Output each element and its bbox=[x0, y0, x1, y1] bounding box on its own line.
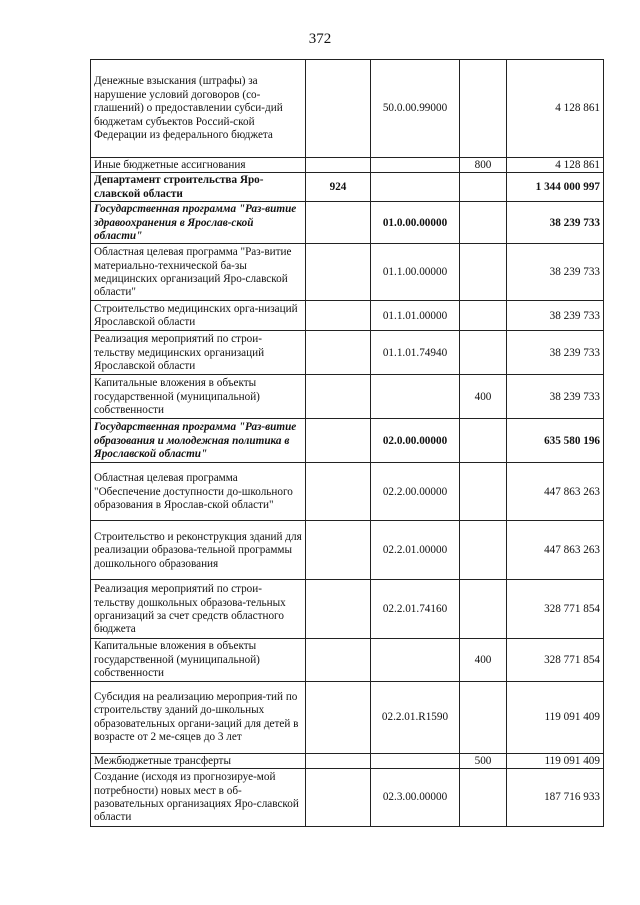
department-code-cell bbox=[306, 580, 371, 639]
table-row bbox=[91, 753, 604, 768]
item-name-cell: Строительство медицинских орга-низаций Ярославской области bbox=[91, 301, 306, 331]
table-row bbox=[91, 580, 604, 639]
item-name-cell: Государственная программа "Раз-витие образования и молодежная политика в Ярославской области" bbox=[91, 419, 306, 463]
amount-cell: 1 344 000 997 bbox=[507, 173, 604, 202]
expense-type-cell bbox=[460, 463, 507, 521]
department-code-cell bbox=[306, 60, 371, 158]
table-row bbox=[91, 173, 604, 202]
amount-cell: 447 863 263 bbox=[507, 521, 604, 580]
amount-cell: 187 716 933 bbox=[507, 769, 604, 827]
target-article-cell: 02.2.00.00000 bbox=[371, 463, 460, 521]
table-row bbox=[91, 681, 604, 753]
amount-cell: 328 771 854 bbox=[507, 580, 604, 639]
target-article-cell bbox=[371, 158, 460, 173]
item-name-cell: Реализация мероприятий по строи-тельству медицинских организаций Ярославской области bbox=[91, 331, 306, 375]
amount-cell: 447 863 263 bbox=[507, 463, 604, 521]
target-article-cell: 01.1.00.00000 bbox=[371, 244, 460, 301]
expense-type-cell bbox=[460, 580, 507, 639]
table-row bbox=[91, 202, 604, 244]
department-code-cell: 924 bbox=[306, 173, 371, 202]
expense-type-cell bbox=[460, 244, 507, 301]
target-article-cell bbox=[371, 173, 460, 202]
item-name-cell: Иные бюджетные ассигнования bbox=[91, 158, 306, 173]
amount-cell: 38 239 733 bbox=[507, 244, 604, 301]
expense-type-cell bbox=[460, 202, 507, 244]
department-code-cell bbox=[306, 769, 371, 827]
item-name-cell: Областная целевая программа "Обеспечение доступности до-школьного образования в Ярослав-ской области" bbox=[91, 463, 306, 521]
department-code-cell bbox=[306, 681, 371, 753]
item-name-cell: Капитальные вложения в объекты государственной (муниципальной) собственности bbox=[91, 375, 306, 419]
department-code-cell bbox=[306, 753, 371, 768]
expense-type-cell bbox=[460, 331, 507, 375]
budget-table bbox=[90, 59, 604, 827]
amount-cell: 119 091 409 bbox=[507, 681, 604, 753]
department-code-cell bbox=[306, 521, 371, 580]
target-article-cell: 01.0.00.00000 bbox=[371, 202, 460, 244]
department-code-cell bbox=[306, 639, 371, 681]
target-article-cell: 50.0.00.99000 bbox=[371, 60, 460, 158]
table-row bbox=[91, 60, 604, 158]
item-name-cell: Департамент строительства Яро-славской области bbox=[91, 173, 306, 202]
department-code-cell bbox=[306, 244, 371, 301]
target-article-cell: 02.2.01.74160 bbox=[371, 580, 460, 639]
expense-type-cell: 500 bbox=[460, 753, 507, 768]
target-article-cell: 02.0.00.00000 bbox=[371, 419, 460, 463]
amount-cell: 328 771 854 bbox=[507, 639, 604, 681]
expense-type-cell bbox=[460, 60, 507, 158]
amount-cell: 38 239 733 bbox=[507, 375, 604, 419]
expense-type-cell: 400 bbox=[460, 639, 507, 681]
department-code-cell bbox=[306, 158, 371, 173]
department-code-cell bbox=[306, 331, 371, 375]
target-article-cell bbox=[371, 639, 460, 681]
amount-cell: 635 580 196 bbox=[507, 419, 604, 463]
table-row bbox=[91, 244, 604, 301]
expense-type-cell: 400 bbox=[460, 375, 507, 419]
item-name-cell: Денежные взыскания (штрафы) за нарушение условий договоров (со-глашений) о предоставлении субси-дий бюджетам субъектов Россий-ской Федерации из федерального бюджета bbox=[91, 60, 306, 158]
amount-cell: 4 128 861 bbox=[507, 60, 604, 158]
amount-cell: 38 239 733 bbox=[507, 301, 604, 331]
expense-type-cell: 800 bbox=[460, 158, 507, 173]
page-number: 372 bbox=[308, 31, 332, 47]
target-article-cell: 02.3.00.00000 bbox=[371, 769, 460, 827]
amount-cell: 38 239 733 bbox=[507, 202, 604, 244]
table-row bbox=[91, 158, 604, 173]
table-row bbox=[91, 769, 604, 827]
expense-type-cell bbox=[460, 173, 507, 202]
expense-type-cell bbox=[460, 301, 507, 331]
item-name-cell: Строительство и реконструкция зданий для реализации образова-тельной программы дошкольного образования bbox=[91, 521, 306, 580]
item-name-cell: Капитальные вложения в объекты государственной (муниципальной) собственности bbox=[91, 639, 306, 681]
item-name-cell: Межбюджетные трансферты bbox=[91, 753, 306, 768]
department-code-cell bbox=[306, 419, 371, 463]
table-row bbox=[91, 331, 604, 375]
amount-cell: 119 091 409 bbox=[507, 753, 604, 768]
department-code-cell bbox=[306, 375, 371, 419]
item-name-cell: Субсидия на реализацию мероприя-тий по строительству зданий до-школьных образовательных органи-заций для детей в возрасте от 2 ме-сяцев до 3 лет bbox=[91, 681, 306, 753]
item-name-cell: Государственная программа "Раз-витие здравоохранения в Ярослав-ской области" bbox=[91, 202, 306, 244]
expense-type-cell bbox=[460, 769, 507, 827]
item-name-cell: Создание (исходя из прогнозируе-мой потребности) новых мест в об-разовательных организациях Яро-славской области bbox=[91, 769, 306, 827]
table-row bbox=[91, 301, 604, 331]
table-row bbox=[91, 521, 604, 580]
expense-type-cell bbox=[460, 521, 507, 580]
target-article-cell: 02.2.01.R1590 bbox=[371, 681, 460, 753]
expense-type-cell bbox=[460, 681, 507, 753]
budget-table-body bbox=[91, 60, 604, 827]
expense-type-cell bbox=[460, 419, 507, 463]
department-code-cell bbox=[306, 202, 371, 244]
table-row bbox=[91, 639, 604, 681]
table-row bbox=[91, 375, 604, 419]
target-article-cell bbox=[371, 753, 460, 768]
target-article-cell: 01.1.01.00000 bbox=[371, 301, 460, 331]
table-row bbox=[91, 463, 604, 521]
item-name-cell: Реализация мероприятий по строи-тельству дошкольных образова-тельных организаций за счет средств областного бюджета bbox=[91, 580, 306, 639]
item-name-cell: Областная целевая программа "Раз-витие материально-технической ба-зы медицинских организаций Яро-славской области" bbox=[91, 244, 306, 301]
amount-cell: 38 239 733 bbox=[507, 331, 604, 375]
department-code-cell bbox=[306, 301, 371, 331]
target-article-cell: 01.1.01.74940 bbox=[371, 331, 460, 375]
table-row bbox=[91, 419, 604, 463]
department-code-cell bbox=[306, 463, 371, 521]
amount-cell: 4 128 861 bbox=[507, 158, 604, 173]
target-article-cell bbox=[371, 375, 460, 419]
target-article-cell: 02.2.01.00000 bbox=[371, 521, 460, 580]
